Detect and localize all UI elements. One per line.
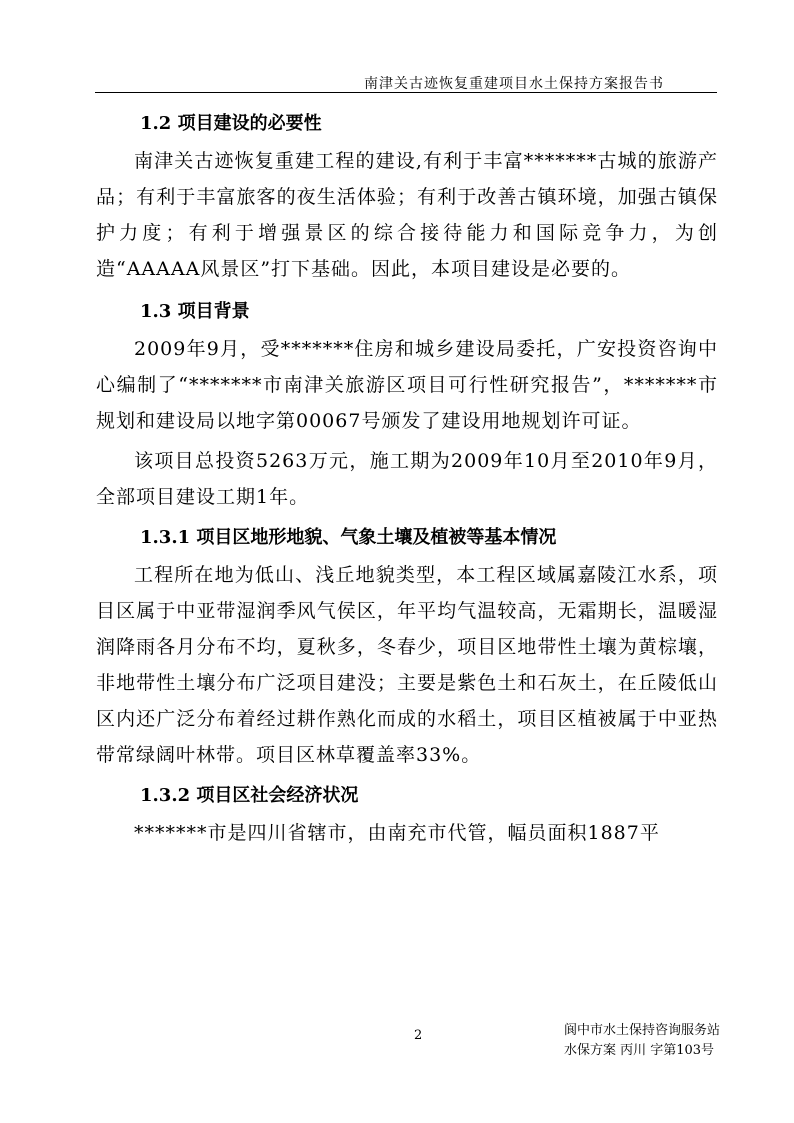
section-heading-1-3: 1.3 项目背景 <box>140 301 250 322</box>
footer-organization <box>564 1021 720 1061</box>
footer-license-number: 水保方案 丙川 字第103号 <box>563 1043 715 1058</box>
footer-org-name: 阆中市水土保持咨询服务站 <box>563 1023 720 1038</box>
section-heading-1-3-2: 1.3.2 项目区社会经济状况 <box>140 785 359 806</box>
paragraph-socioeconomic: *******市是四川省辖市，由南充市代管，幅员面积1887平 <box>134 822 660 844</box>
paragraph-background-2: 该项目总投资5263万元，施工期为2009年10月至2010年9月，全部项目建设工期1年。 <box>96 450 718 508</box>
paragraph-terrain: 工程所在地为低山、浅丘地貌类型，本工程区域属嘉陵江水系，项目区属于中亚带湿润季风气侯区，年平均气温较高，无霜期长，温暖湿润降雨各月分布不均，夏秋多，冬春少，项目区地带性土壤为黄棕壤，非地带性土壤分布广泛项目建没；主要是紫色土和石灰土，在丘陵低山区内还广泛分布着经过耕作熟化而成的水稻土，项目区植被属于中亚热带常绿阔叶林带。项目区林草覆盖率33%。 <box>96 564 718 766</box>
paragraph-necessity: 南津关古迹恢复重建工程的建设,有利于丰富*******古城的旅游产品；有利于丰富旅客的夜生活体验；有利于改善古镇环境，加强古镇保护力度；有利于增强景区的综合接待能力和国际竞争力，为创造“AAAAA风景区”打下基础。因此，本项目建设是必要的。 <box>96 150 718 280</box>
running-header-title: 南津关古迹恢复重建项目水土保持方案报告书 <box>364 76 664 92</box>
header-divider <box>95 92 717 93</box>
paragraph-background-1: 2009年9月，受*******住房和城乡建设局委托，广安投资咨询中心编制了“*******市南津关旅游区项目可行性研究报告”，*******市规划和建设局以地字第00067号颁发了建设用地规划许可证。 <box>96 338 718 432</box>
section-heading-1-3-1: 1.3.1 项目区地形地貌、气象土壤及植被等基本情况 <box>140 527 557 548</box>
document-body <box>96 105 718 851</box>
section-heading-1-2: 1.2 项目建设的必要性 <box>140 113 322 134</box>
page-number: 2 <box>414 1028 423 1043</box>
